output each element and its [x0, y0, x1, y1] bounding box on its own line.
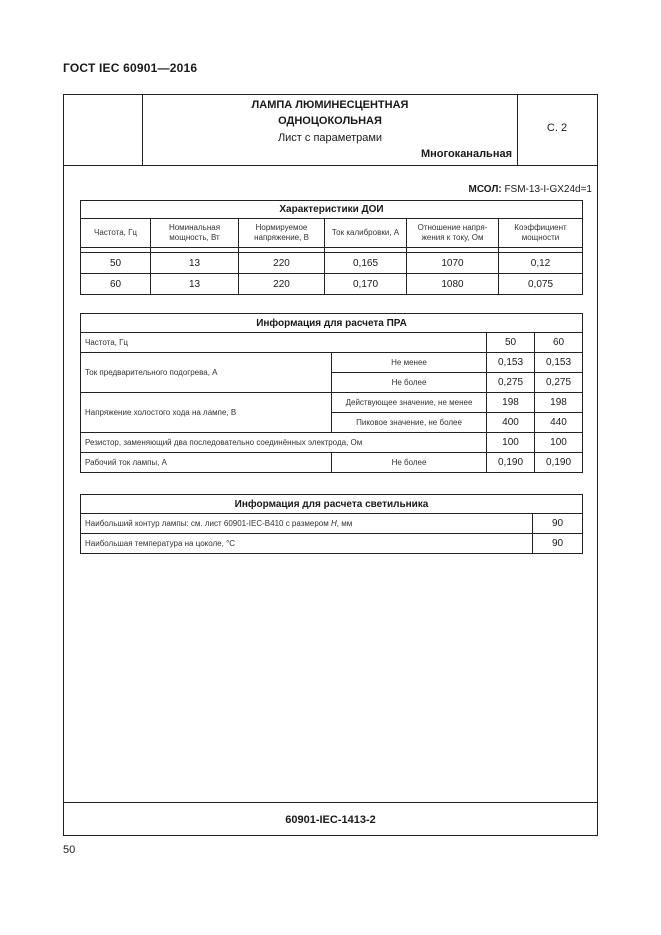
- doi-cell: 1080: [407, 274, 499, 295]
- current-label: Рабочий ток лампы, А: [81, 453, 332, 473]
- pra-cell: 440: [535, 413, 583, 433]
- doi-header: Нормируемое напряжение, В: [239, 219, 325, 248]
- pra-cell: 100: [535, 433, 583, 453]
- footer-code: 60901-IEC-1413-2: [285, 814, 376, 826]
- lum-row1-text: Наибольший контур лампы: см. лист 60901-IEC-B410 с размером: [85, 519, 329, 528]
- title-line-1: ЛАМПА ЛЮМИНЕСЦЕНТНАЯ: [251, 99, 409, 111]
- doi-header: Отношение напря-жения к току, Ом: [407, 219, 499, 248]
- doi-header: Ток калибровки, А: [325, 219, 407, 248]
- doi-cell: 50: [81, 253, 151, 274]
- doi-cell: 0,12: [499, 253, 583, 274]
- mcol-designation: [80, 184, 592, 195]
- page-code: С. 2: [546, 122, 568, 134]
- doi-cell: 220: [239, 253, 325, 274]
- resistor-label: Резистор, заменяющий два последовательно соединённых электрода, Ом: [81, 433, 487, 453]
- pra-cell: 0,275: [487, 373, 535, 393]
- pra-cell: 50: [487, 333, 535, 353]
- lum-row2-label: Наибольшая температура на цоколе, °С: [81, 534, 533, 554]
- table-row: [81, 393, 583, 413]
- table-row: [81, 534, 583, 554]
- lamp-type: Многоканальная: [421, 148, 512, 160]
- doi-table-title: Характеристики ДОИ: [81, 201, 583, 219]
- page-number: 50: [63, 844, 76, 856]
- subtitle: Лист с параметрами: [277, 132, 383, 144]
- doi-cell: 220: [239, 274, 325, 295]
- preheat-max-label: Не более: [332, 373, 487, 393]
- ocv-label: Напряжение холостого хода на лампе, В: [81, 393, 332, 433]
- title-line-2: ОДНОЦОКОЛЬНАЯ: [278, 115, 382, 127]
- title-block: [63, 94, 598, 166]
- lum-cell: 90: [533, 514, 583, 534]
- table-row: [81, 514, 583, 534]
- lum-row1-unit: , мм: [336, 519, 353, 528]
- pra-cell: 100: [487, 433, 535, 453]
- lum-row1-label: [81, 514, 533, 534]
- table-row: [81, 353, 583, 373]
- freq-label: Частота, Гц: [81, 333, 487, 353]
- pra-cell: 0,153: [487, 353, 535, 373]
- pra-cell: 400: [487, 413, 535, 433]
- pra-table-title: Информация для расчета ПРА: [81, 314, 583, 333]
- preheat-label: Ток предварительного подогрева, А: [81, 353, 332, 393]
- pra-cell: 198: [535, 393, 583, 413]
- footer-divider: [63, 802, 598, 803]
- ocv-peak-label: Пиковое значение, не более: [332, 413, 487, 433]
- title-block-right: [518, 94, 596, 165]
- mcol-label: МСОЛ:: [468, 184, 502, 195]
- table-row: [81, 433, 583, 453]
- pra-table: [80, 313, 583, 473]
- doi-cell: 0,165: [325, 253, 407, 274]
- doi-header: Коэффициент мощности: [499, 219, 583, 248]
- doi-cell: 13: [151, 274, 239, 295]
- table-row: [81, 333, 583, 353]
- pra-cell: 60: [535, 333, 583, 353]
- current-max-label: Не более: [332, 453, 487, 473]
- pra-cell: 0,190: [535, 453, 583, 473]
- title-block-center: [143, 94, 518, 165]
- doi-cell: 13: [151, 253, 239, 274]
- luminaire-table: [80, 494, 583, 554]
- pra-cell: 0,190: [487, 453, 535, 473]
- doi-cell: 0,170: [325, 274, 407, 295]
- ocv-rms-label: Действующее значение, не менее: [332, 393, 487, 413]
- lum-table-title: Информация для расчета светильника: [81, 495, 583, 514]
- doi-table: [80, 200, 583, 295]
- standard-header: ГОСТ IEC 60901—2016: [63, 61, 198, 75]
- lum-cell: 90: [533, 534, 583, 554]
- table-row: [81, 453, 583, 473]
- doi-header: Частота, Гц: [81, 219, 151, 248]
- title-block-left: [63, 94, 143, 165]
- doi-header: Номинальная мощность, Вт: [151, 219, 239, 248]
- lum-row1-dimension: H: [330, 519, 337, 528]
- pra-cell: 0,275: [535, 373, 583, 393]
- pra-cell: 0,153: [535, 353, 583, 373]
- mcol-value: FSM-13-I-GX24d=1: [504, 184, 592, 195]
- doi-cell: 0,075: [499, 274, 583, 295]
- table-row: [81, 253, 583, 274]
- doi-cell: 1070: [407, 253, 499, 274]
- table-row: [81, 274, 583, 295]
- preheat-min-label: Не менее: [332, 353, 487, 373]
- pra-cell: 198: [487, 393, 535, 413]
- doi-cell: 60: [81, 274, 151, 295]
